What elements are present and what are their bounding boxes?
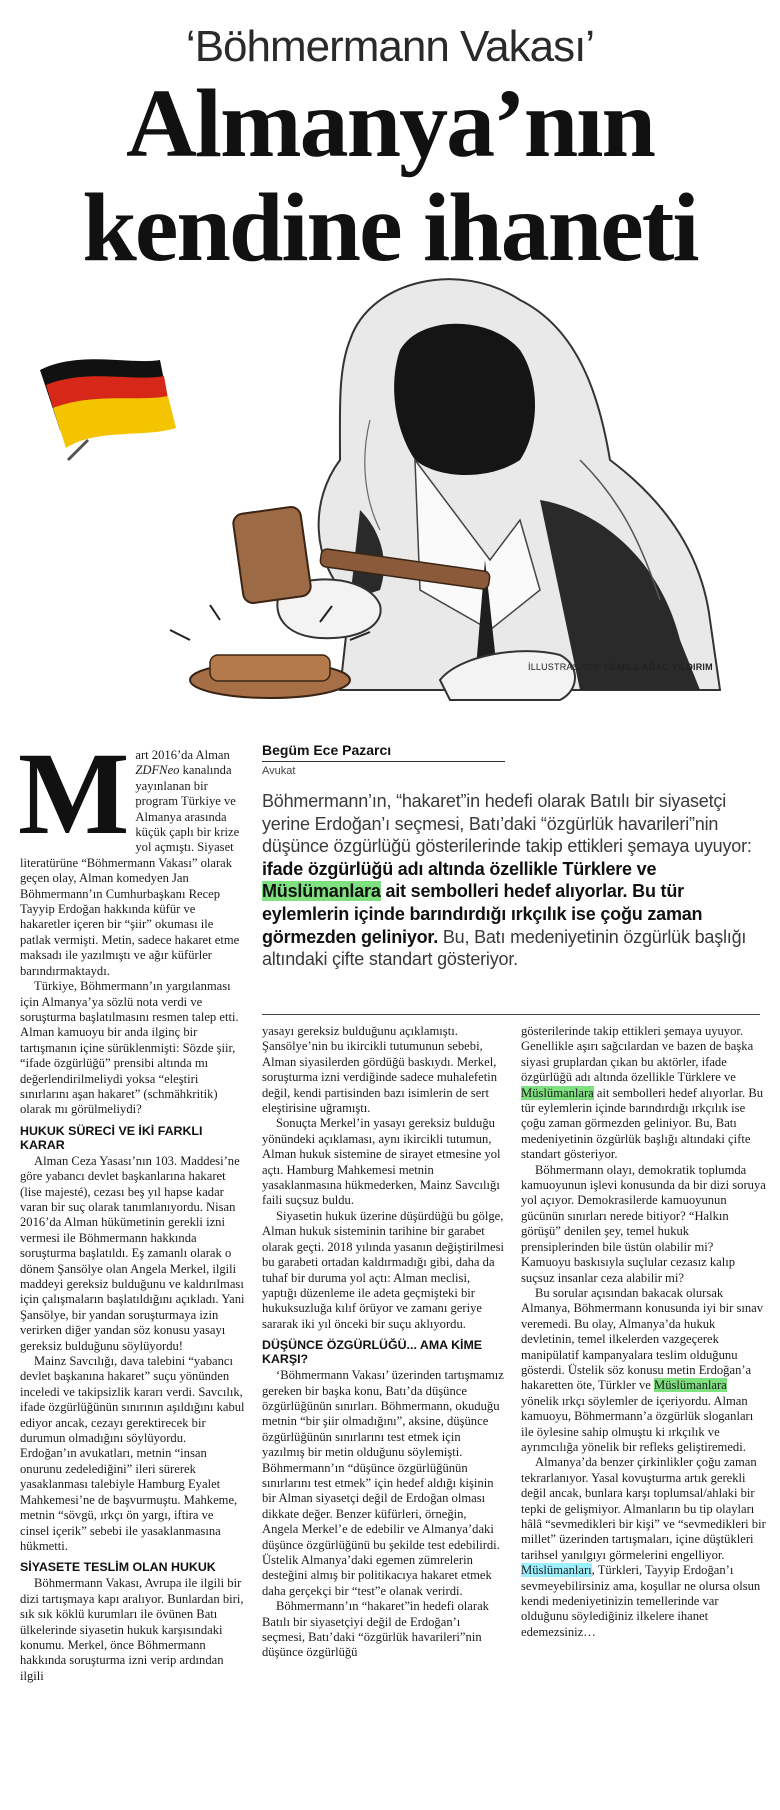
- col3-p3-text-b: yönelik ırkçı söylemler de içeriyordu. Alman kamuoyu, Böhmermann’a özgürlük sloganları ile öylesine sahip olmuştu ki ırkçılık ve ayrımcılığa yönelik bir refleks geliştiremedi.: [521, 1393, 754, 1454]
- col1-paragraph-5: Böhmermann Vakası, Avrupa ile ilgili bir dizi tartışmaya kapı aralıyor. Bunlardan biri, sık sık köklü kurumları ile övünen Batı ülkelerinde siyasetin hukuk karşısındaki konumu. Merkel, önce Böhmermann hakkında soruşturma izni verip ardından ilgili: [20, 1576, 244, 1683]
- col3-p4-highlight: Müslümanları: [521, 1563, 592, 1578]
- col2-paragraph-4: ‘Böhmermann Vakası’ üzerinden tartışmamız gereken bir başka konu, Batı’da düşünce özgürlüğünün sınırları. Böhmermann, okuduğu metnin “bir şiir olmadığını”, aksine, düşünce özgürlüğünün sınırlarını test etmek için yazılmış bir metin olduğunu söylemişti. Böhmermann’ın “düşünce özgürlüğünün sınırlarını test etmek” için hedef aldığı kişinin bir Alman siyasetçi değil de Erdoğan olması dikkate değer. Benzer küfürleri, örneğin, Angela Merkel’e de edebilir ve Almanya’daki düşünce özgürlüğünü bu şekilde test edebilirdi. Üstelik Almanya’daki egemen zümrelerin desteğini almış bir politikacıya hakaret etmek daha gerçekçi bir “test”e olanak verirdi.: [262, 1368, 504, 1598]
- col1-paragraph-4: Mainz Savcılığı, dava talebini “yabancı devlet başkanına hakaret” suçu yönünden inceledi ve takipsizlik kararı verdi. Savcılık, ifade özgürlüğünün sınırının aşıldığını kabul ediyor ancak, cezayı gerektirecek bir durumun olmadığını söylüyordu. Erdoğan’ın avukatları, metnin “insan onurunu zedelediğini” ileri sürerek yasaklanması talebiyle Hamburg Eyalet Mahkemesi’ne de başvurmuştu. Mahkeme, metnin “sövgü, ırkçı ön yargı, iftira ve cinsel içerik” sebebi ile yasaklanmasına hükmetti.: [20, 1354, 245, 1553]
- kicker: ‘Böhmermann Vakası’: [185, 22, 595, 71]
- pull-quote-normal-2: Bu, Batı medeniyetinin özgürlük başlığı altındaki çifte standart gösteriyor.: [262, 926, 747, 970]
- credit-name: CEMILE AĞAÇ YILDIRIM: [604, 662, 713, 672]
- illustration-credit: [528, 662, 713, 672]
- col3-p4-text-b: , Türkleri, Tayyip Erdoğan’ı sevmeyebilirsiniz ama, koşullar ne olursa olsun kendi medeniyetinizin temellerinde var olduğunu söylediğiniz ilkelere ihanet edemezsiniz…: [521, 1563, 761, 1639]
- column-2: [262, 1024, 505, 1661]
- article-illustration: [20, 260, 760, 710]
- col3-paragraph-4: [521, 1455, 766, 1640]
- col3-p3-highlight: Müslümanlara: [654, 1378, 727, 1393]
- col3-p3-text-a: Bu sorular açısından bakacak olursak Almanya, Böhmermann konusunda iyi bir sınav veremedi. Bu olay, Almanya’da hukuk devletinin, temel ilkelerden vazgeçerek manipülatif kampanyalara teslim olduğunu gösterdi. Üstelik söz konusu metin Erdoğan’a hakaretten öte, Türkler ve: [521, 1285, 764, 1393]
- col2-subhead-1: DÜŞÜNCE ÖZGÜRLÜĞÜ... AMA KİME KARŞI?: [262, 1338, 483, 1367]
- col1-p1-text-b: kanalında yayınlanan bir program Türkiye ve Almanya arasında küçük çaplı bir krize yol açmıştı. Siyaset literatürüne “Böhmermann Vakası” olarak geçen olay, Alman komedyen Jan Böhmermann’ın Cumhurbaşkanı Recep Tayyip Erdoğan hakkında küfür ve hakaretler içeren bir “şiir” okuması ile patlak vermişti. Metin, sadece hakaret etme maksadı ile yazılmıştı ve ağır küfürler barındırmaktaydı.: [20, 763, 240, 978]
- author-block: [262, 742, 762, 777]
- pull-quote-highlight: Müslümanlara: [262, 881, 381, 902]
- col1-paragraph-1: [18, 728, 245, 979]
- col3-p1-text-a: gösterilerinde takip ettikleri şemaya uyuyor. Genellikle aşırı sağcılardan ve bazen de başka siyasi gruplardan çıkan bu aktörler, ifade özgürlüğü adı altında özellikle Türklere ve: [521, 1024, 754, 1085]
- pull-quote-bold-2: ait sembolleri hedef alıyorlar. Bu tür eylemlerin içinde barındırdığı ırkçılık ise çoğu zaman görmezden geliniyor.: [262, 881, 703, 947]
- col1-paragraph-3: Alman Ceza Yasası’nın 103. Maddesi’ne göre yabancı devlet başkanlarına hakaret (lise majesté), cezası beş yıl hapse kadar varan bir suç olarak tanımlanıyordu. Nisan 2016’da Alman hükümetinin gerekli izni vermesi ile Böhmermann hakkında soruşturma başlatıldı. Eş zamanlı olarak o dönem Şansölye olan Angela Merkel, ilgili maddeyi gereksiz bulduğunu ve kaldırılması için çalışmaların başlatıldığını açıkladı. Yani Şansölye, bir yandan soruşturmaya izin verirken diğer yandan söz konusu yasayı gereksiz bulduğunu söylüyordu!: [20, 1153, 245, 1353]
- col2-paragraph-1: yasayı gereksiz bulduğunu açıklamıştı. Şansölye’nin bu ikircikli tutumunun sebebi, Alman siyasilerden gördüğü baskıydı. Merkel, soruşturma izni verdiğinde sadece muhalefetin değil, kendi partisinden bazı isimlerin de sert eleştirisine uğramıştı.: [262, 1024, 498, 1116]
- col3-p4-text-a: Almanya’da benzer çirkinlikler çoğu zaman tekrarlanıyor. Yasal kovuşturma artık gerekli değil ancak, bunlara karşı toplumsal/ahlaki bir tepki de gelişmiyor. Almanların bu tip olayları hâlâ “sevmedikleri bir kişi” ve “sevmedikleri bir millet” üzerinden tartışmaları, içine düştükleri tarihsel yanılgıyı görmelerini engelliyor.: [521, 1455, 766, 1562]
- col3-p1-text-b: ait sembolleri hedef alıyorlar. Bu tür eylemlerin içinde barındırdığı ırkçılık ise çoğu zaman görmezden geliniyor. Bu, Batı medeniyetinin özgürlük başlığı altındaki çifte standart gösteriyor.: [521, 1085, 764, 1162]
- headline-line-2: kendine ihaneti: [82, 174, 698, 282]
- pull-quote-normal-1: Böhmermann’ın, “hakaret”in hedefi olarak Batılı bir siyasetçi yerine Erdoğan’ı seçmesi, Batı’daki “özgürlük havarileri”nin düşünce özgürlüğü gösterilerinde takip ettikleri şemaya uyuyor:: [262, 791, 752, 857]
- col1-subhead-2: SİYASETE TESLİM OLAN HUKUK: [20, 1560, 216, 1575]
- column-1: [18, 728, 245, 1684]
- col1-p1-text-a: art 2016’da Alman: [135, 748, 230, 762]
- pull-quote: [262, 790, 760, 971]
- col3-p1-highlight: Müslümanlara: [521, 1085, 594, 1100]
- col1-p1-italic: ZDFNeo: [135, 763, 180, 778]
- col2-paragraph-3: Siyasetin hukuk üzerine düşürdüğü bu gölge, Alman hukuk sisteminin tarihine bir garabet olarak geçti. 2018 yılında yasanın değiştirilmesi bu garabeti ortadan kaldırmadığı gibi, daha da tuhaf bir duruma yol açtı: Alman meclisi, yaptığı düzenleme ile adeta geçmişteki bir hukuksuzluğa kılıf örüyor ve zamanı geriye sararak iki yıl önceki bir suçu aklıyordu.: [262, 1208, 505, 1331]
- author-rule: [262, 761, 505, 762]
- col3-paragraph-3: [521, 1286, 766, 1455]
- col3-paragraph-1: [521, 1024, 766, 1163]
- col1-subhead-1: HUKUK SÜRECİ VE İKİ FARKLI KARAR: [20, 1123, 203, 1152]
- hooded-judge-figure: [319, 279, 720, 690]
- credit-label: İLLUSTRASYON:: [528, 662, 602, 672]
- author-name: Begüm Ece Pazarcı: [262, 742, 392, 758]
- german-flag-icon: [40, 359, 176, 460]
- headline-line-1: Almanya’nın: [125, 70, 654, 178]
- column-3: [521, 1024, 766, 1640]
- pull-quote-rule: [262, 1014, 760, 1015]
- author-role: Avukat: [262, 765, 296, 777]
- col1-paragraph-2: Türkiye, Böhmermann’ın yargılanması için Almanya’ya sözlü nota verdi ve soruşturma başlatılmasını resmen talep etti. Alman kamuoyu bir anda ilginç bir tartışmanın içine sürüklenmişti: Sözde şiir, “ifade özgürlüğü” prensibi altında mı değerlendirilmeliydi yoksa “eleştiri sınırlarını aşan hakaret” (schmähkritik) olarak mı görülmeliydi?: [20, 979, 239, 1117]
- drop-cap: M: [18, 728, 130, 859]
- col3-paragraph-2: Böhmermann olayı, demokratik toplumda kamuoyunun işlevi konusunda da bir dizi soruya yol açıyor. Demokrasilerde kamuoyunun gücünün sınırları nerede bitiyor? “Halkın görüşü” denilen şey, temel hukuk prensiplerinden bile üstün olabilir mi? Kamuoyu baskısıyla suçlular cezasız kalıp suçsuz insanlar ceza alabilir mi?: [521, 1162, 766, 1285]
- col2-paragraph-2: Sonuçta Merkel’in yasayı gereksiz bulduğu yönündeki açıklaması, aynı ikircikli tutumun, Alman hukuk sistemine de sirayet etmesine yol açtı. Hamburg Mahkemesi metnin yasaklanmasına hükmederken, Mainz Savcılığı faili suçsuz buldu.: [262, 1116, 501, 1208]
- col2-paragraph-5: Böhmermann’ın “hakaret”in hedefi olarak Batılı bir siyasetçiyi değil de Erdoğan’ı seçmesi, Batı’daki “özgürlük havarileri”nin düşünce özgürlüğü: [262, 1599, 489, 1660]
- pull-quote-bold-1: ifade özgürlüğü adı altında özellikle Türklere ve: [262, 858, 657, 879]
- headline: [0, 72, 780, 280]
